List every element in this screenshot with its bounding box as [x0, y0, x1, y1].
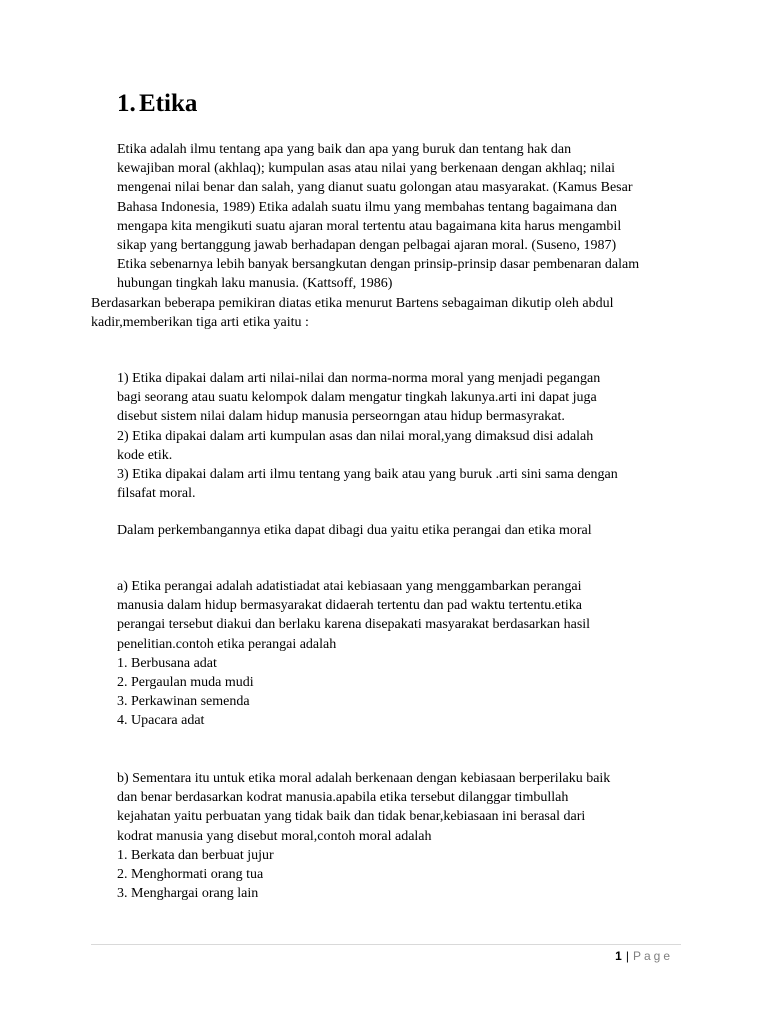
text-line: sikap yang bertanggung jawab berhadapan dengan pelbagai ajaran moral. (Suseno, 1987) [117, 238, 617, 254]
text-line: Bahasa Indonesia, 1989) Etika adalah suatu ilmu yang membahas tentang bagaimana dan [117, 199, 617, 215]
text-line: a) Etika perangai adalah adatistiadat atai kebiasaan yang menggambarkan perangai [117, 579, 582, 594]
intro-paragraph [91, 140, 681, 294]
list-item: 1. Berkata dan berbuat jujur [117, 847, 274, 863]
list-item: 2. Menghormati orang tua [117, 867, 264, 883]
list-line: 1) Etika dipakai dalam arti nilai-nilai dan norma-norma moral yang menjadi pegangan [117, 371, 601, 386]
page-number: 1 [615, 949, 622, 963]
text-line: hubungan tingkah laku manusia. (Kattsoff, 1986) [117, 276, 393, 292]
list-line: kode etik. [117, 447, 173, 463]
heading-number: 1. [117, 90, 136, 117]
list-line: 3) Etika dipakai dalam arti ilmu tentang yang baik atau yang buruk .arti sini sama dengan [117, 467, 618, 483]
text-line: Etika sebenarnya lebih banyak bersangkutan dengan prinsip-prinsip dasar pembenaran dalam [117, 257, 640, 273]
list-line: filsafat moral. [117, 486, 196, 502]
footer-separator: | [625, 949, 629, 963]
text-line: penelitian.contoh etika perangai adalah [117, 636, 337, 652]
text-line: b) Sementara itu untuk etika moral adalah berkenaan dengan kebiasaan berperilaku baik [117, 771, 611, 786]
section-heading [117, 88, 197, 120]
list-item: 3. Menghargai orang lain [117, 886, 259, 902]
list-line: 2) Etika dipakai dalam arti kumpulan asas dan nilai moral,yang dimaksud disi adalah [117, 428, 594, 444]
section-b-paragraph [117, 769, 677, 903]
text-line: kewajiban moral (akhlaq); kumpulan asas atau nilai yang berkenaan dengan akhlaq; nilai [117, 161, 615, 177]
list-item: 2. Pergaulan muda mudi [117, 675, 254, 691]
text-line: kodrat manusia yang disebut moral,contoh moral adalah [117, 828, 432, 844]
text-line: kadir,memberikan tiga arti etika yaitu : [91, 315, 309, 331]
text-line: dan benar berdasarkan kodrat manusia.apabila etika tersebut dilanggar timbullah [117, 790, 569, 806]
list-item: 3. Perkawinan semenda [117, 694, 250, 710]
bartens-paragraph [91, 294, 681, 332]
text-line: manusia dalam hidup bermasyarakat didaerah tertentu dan pad waktu tertentu.etika [117, 598, 582, 614]
footer-divider [91, 944, 681, 945]
text-line: mengenai nilai benar dan salah, yang dianut suatu golongan atau masyarakat. (Kamus Besar [117, 180, 633, 196]
list-line: bagi seorang atau suatu kelompok dalam mengatur tingkah lakunya.arti ini dapat juga [117, 390, 597, 406]
text-line: mengapa kita mengikuti suatu ajaran moral tertentu atau bagaimana kita harus mengambil [117, 218, 622, 234]
text-line: Berdasarkan beberapa pemikiran diatas etika menurut Bartens sebagaiman dikutip oleh abdul [91, 296, 614, 311]
page-footer [615, 948, 673, 964]
page-label: Page [632, 949, 673, 963]
ethics-meanings-list [117, 369, 677, 503]
text-line: perangai tersebut diakui dan berlaku karena disepakati masyarakat berdasarkan hasil [117, 617, 591, 633]
development-paragraph: Dalam perkembangannya etika dapat dibagi dua yaitu etika perangai dan etika moral [117, 523, 592, 538]
list-item: 1. Berbusana adat [117, 655, 217, 671]
text-line: Etika adalah ilmu tentang apa yang baik dan apa yang buruk dan tentang hak dan [117, 142, 572, 157]
heading-title: Etika [139, 90, 198, 117]
list-line: disebut sistem nilai dalam hidup manusia perseorngan atau hidup bermasyrakat. [117, 409, 565, 425]
text-line: kejahatan yaitu perbuatan yang tidak baik dan tidak benar,kebiasaan ini berasal dari [117, 809, 586, 825]
list-item: 4. Upacara adat [117, 713, 205, 729]
section-a-paragraph [117, 577, 677, 731]
